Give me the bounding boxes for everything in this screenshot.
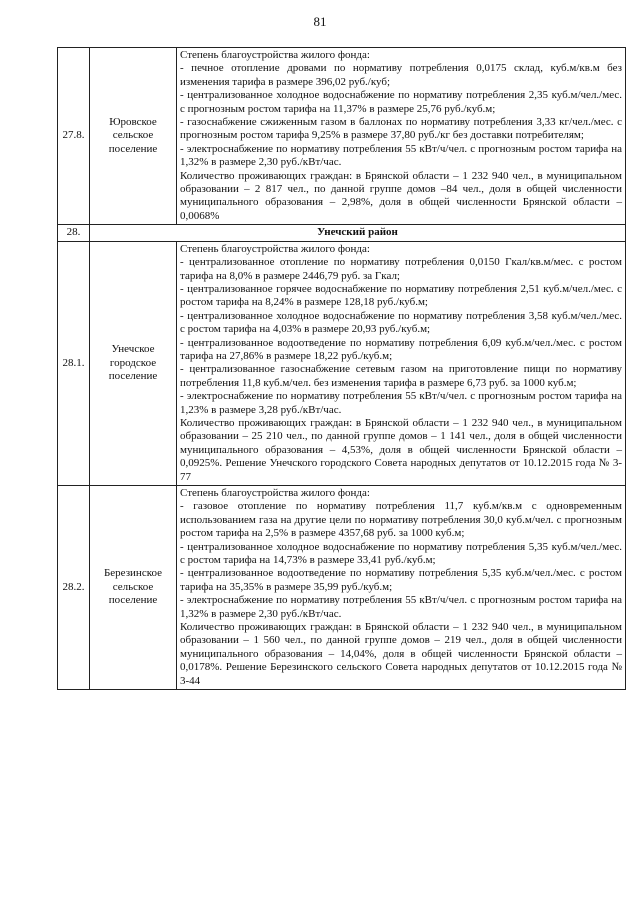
paragraph: - электроснабжение по нормативу потребления 55 кВт/ч/чел. с прогнозным ростом тарифа на 1,23% в размере 3,28 руб./кВт/час. [180,390,622,416]
row-number: 27.8. [58,48,90,225]
paragraph: - централизованное холодное водоснабжение по нормативу потребления 5,35 куб.м/чел./мес. с ростом тарифа на 14,73% в размере 33,41 руб./куб.м; [180,540,622,567]
page-number: 81 [313,14,327,29]
paragraph: - электроснабжение по нормативу потребления 55 кВт/ч/чел. с прогнозным ростом тарифа на 1,32% в размере 2,30 руб./кВт/час. [180,594,622,620]
paragraph: - печное отопление дровами по нормативу потребления 0,0175 склад, куб.м/кв.м без изменения тарифа в размере 396,02 руб./куб; [180,62,622,88]
paragraph: Степень благоустройства жилого фонда: [180,242,370,255]
settlement-name: Березинское сельское поселение [90,486,177,690]
district-heading: Унечский район [90,225,626,241]
paragraph: - централизованное водоотведение по нормативу потребления 5,35 куб.м/чел./мес. с ростом тарифа на 35,35% в размере 35,99 руб./куб.м; [180,567,622,593]
district-row [58,225,626,241]
table-row [58,48,626,225]
settlement-name: Юровское сельское поселение [90,48,177,225]
table-row [58,486,626,690]
description-cell [177,486,626,690]
paragraph: - централизованное водоотведение по нормативу потребления 6,09 куб.м/чел./мес. с ростом тарифа на 27,86% в размере 18,22 руб./куб.м; [180,336,622,362]
paragraph: - централизованное отопление по нормативу потребления 0,0150 Гкал/кв.м/мес. с ростом тарифа на 8,0% в размере 2446,79 руб. за Гкал; [180,256,622,282]
paragraph: Степень благоустройства жилого фонда: [180,487,370,499]
paragraph: Количество проживающих граждан: в Брянской области – 1 232 940 чел., в муниципальном образовании – 2 817 чел., по данной группе домов –84 чел., доля в общей численности муниципального образования – 2,98%, доля в общей численности Брянской области – 0,0068% [180,169,622,222]
row-number: 28. [58,225,90,241]
tariff-table [57,47,626,690]
paragraph: - электроснабжение по нормативу потребления 55 кВт/ч/чел. с прогнозным ростом тарифа на 1,32% в размере 2,30 руб./кВт/час. [180,142,622,169]
paragraph: - газовое отопление по нормативу потребления 11,7 куб.м/кв.м с одновременным использованием газа на другие цели по нормативу потребления 30,0 куб.м/чел. с прогнозным ростом тарифа на 2,5% в размере 4357,68 руб. за 1000 куб.м; [180,500,622,540]
paragraph: Количество проживающих граждан: в Брянской области – 1 232 940 чел., в муниципальном образовании – 1 560 чел., по данной группе домов – 219 чел., доля в общей численности муниципального образования – 14,04%, доля в общей численности Брянской области – 0,0178%. Решение Березинского сельского Совета народных депутатов от 10.12.2015 года № 3-44 [180,621,622,687]
paragraph: - газоснабжение сжиженным газом в баллонах по нормативу потребления 3,33 кг/чел./мес. с прогнозным ростом тарифа 9,25% в размере 37,80 руб./кг без доставки потребителям; [180,116,622,142]
description-cell [177,241,626,485]
paragraph: Количество проживающих граждан: в Брянской области – 1 232 940 чел., в муниципальном образовании – 25 210 чел., по данной группе домов – 1 141 чел., доля в общей численности муниципального образования – 4,53%, доля в общей численности Брянской области – 0,0925%. Решение Унечского городского Совета народных депутатов от 10.12.2015 года № 3-77 [180,416,622,483]
paragraph: - централизованное газоснабжение сетевым газом на приготовление пищи по нормативу потребления 11,8 куб.м/чел. без изменения тарифа в размере 6,73 руб. за 1000 куб.м; [180,363,622,389]
table-row [58,241,626,485]
row-number: 28.2. [58,486,90,690]
row-number: 28.1. [58,241,90,485]
paragraph: - централизованное холодное водоснабжение по нормативу потребления 2,35 куб.м/чел./мес. с прогнозным ростом тарифа на 11,37% в размере 25,76 руб./куб.м; [180,89,622,115]
paragraph: - централизованное холодное водоснабжение по нормативу потребления 3,58 куб.м/чел./мес. с ростом тарифа на 4,03% в размере 20,93 руб./куб.м; [180,309,622,336]
paragraph: Степень благоустройства жилого фонда: [180,49,370,61]
description-cell [177,48,626,225]
settlement-name: Унечское городское поселение [90,241,177,485]
paragraph: - централизованное горячее водоснабжение по нормативу потребления 2,51 куб.м/чел./мес. с ростом тарифа на 8,24% в размере 128,18 руб./куб.м; [180,282,622,309]
